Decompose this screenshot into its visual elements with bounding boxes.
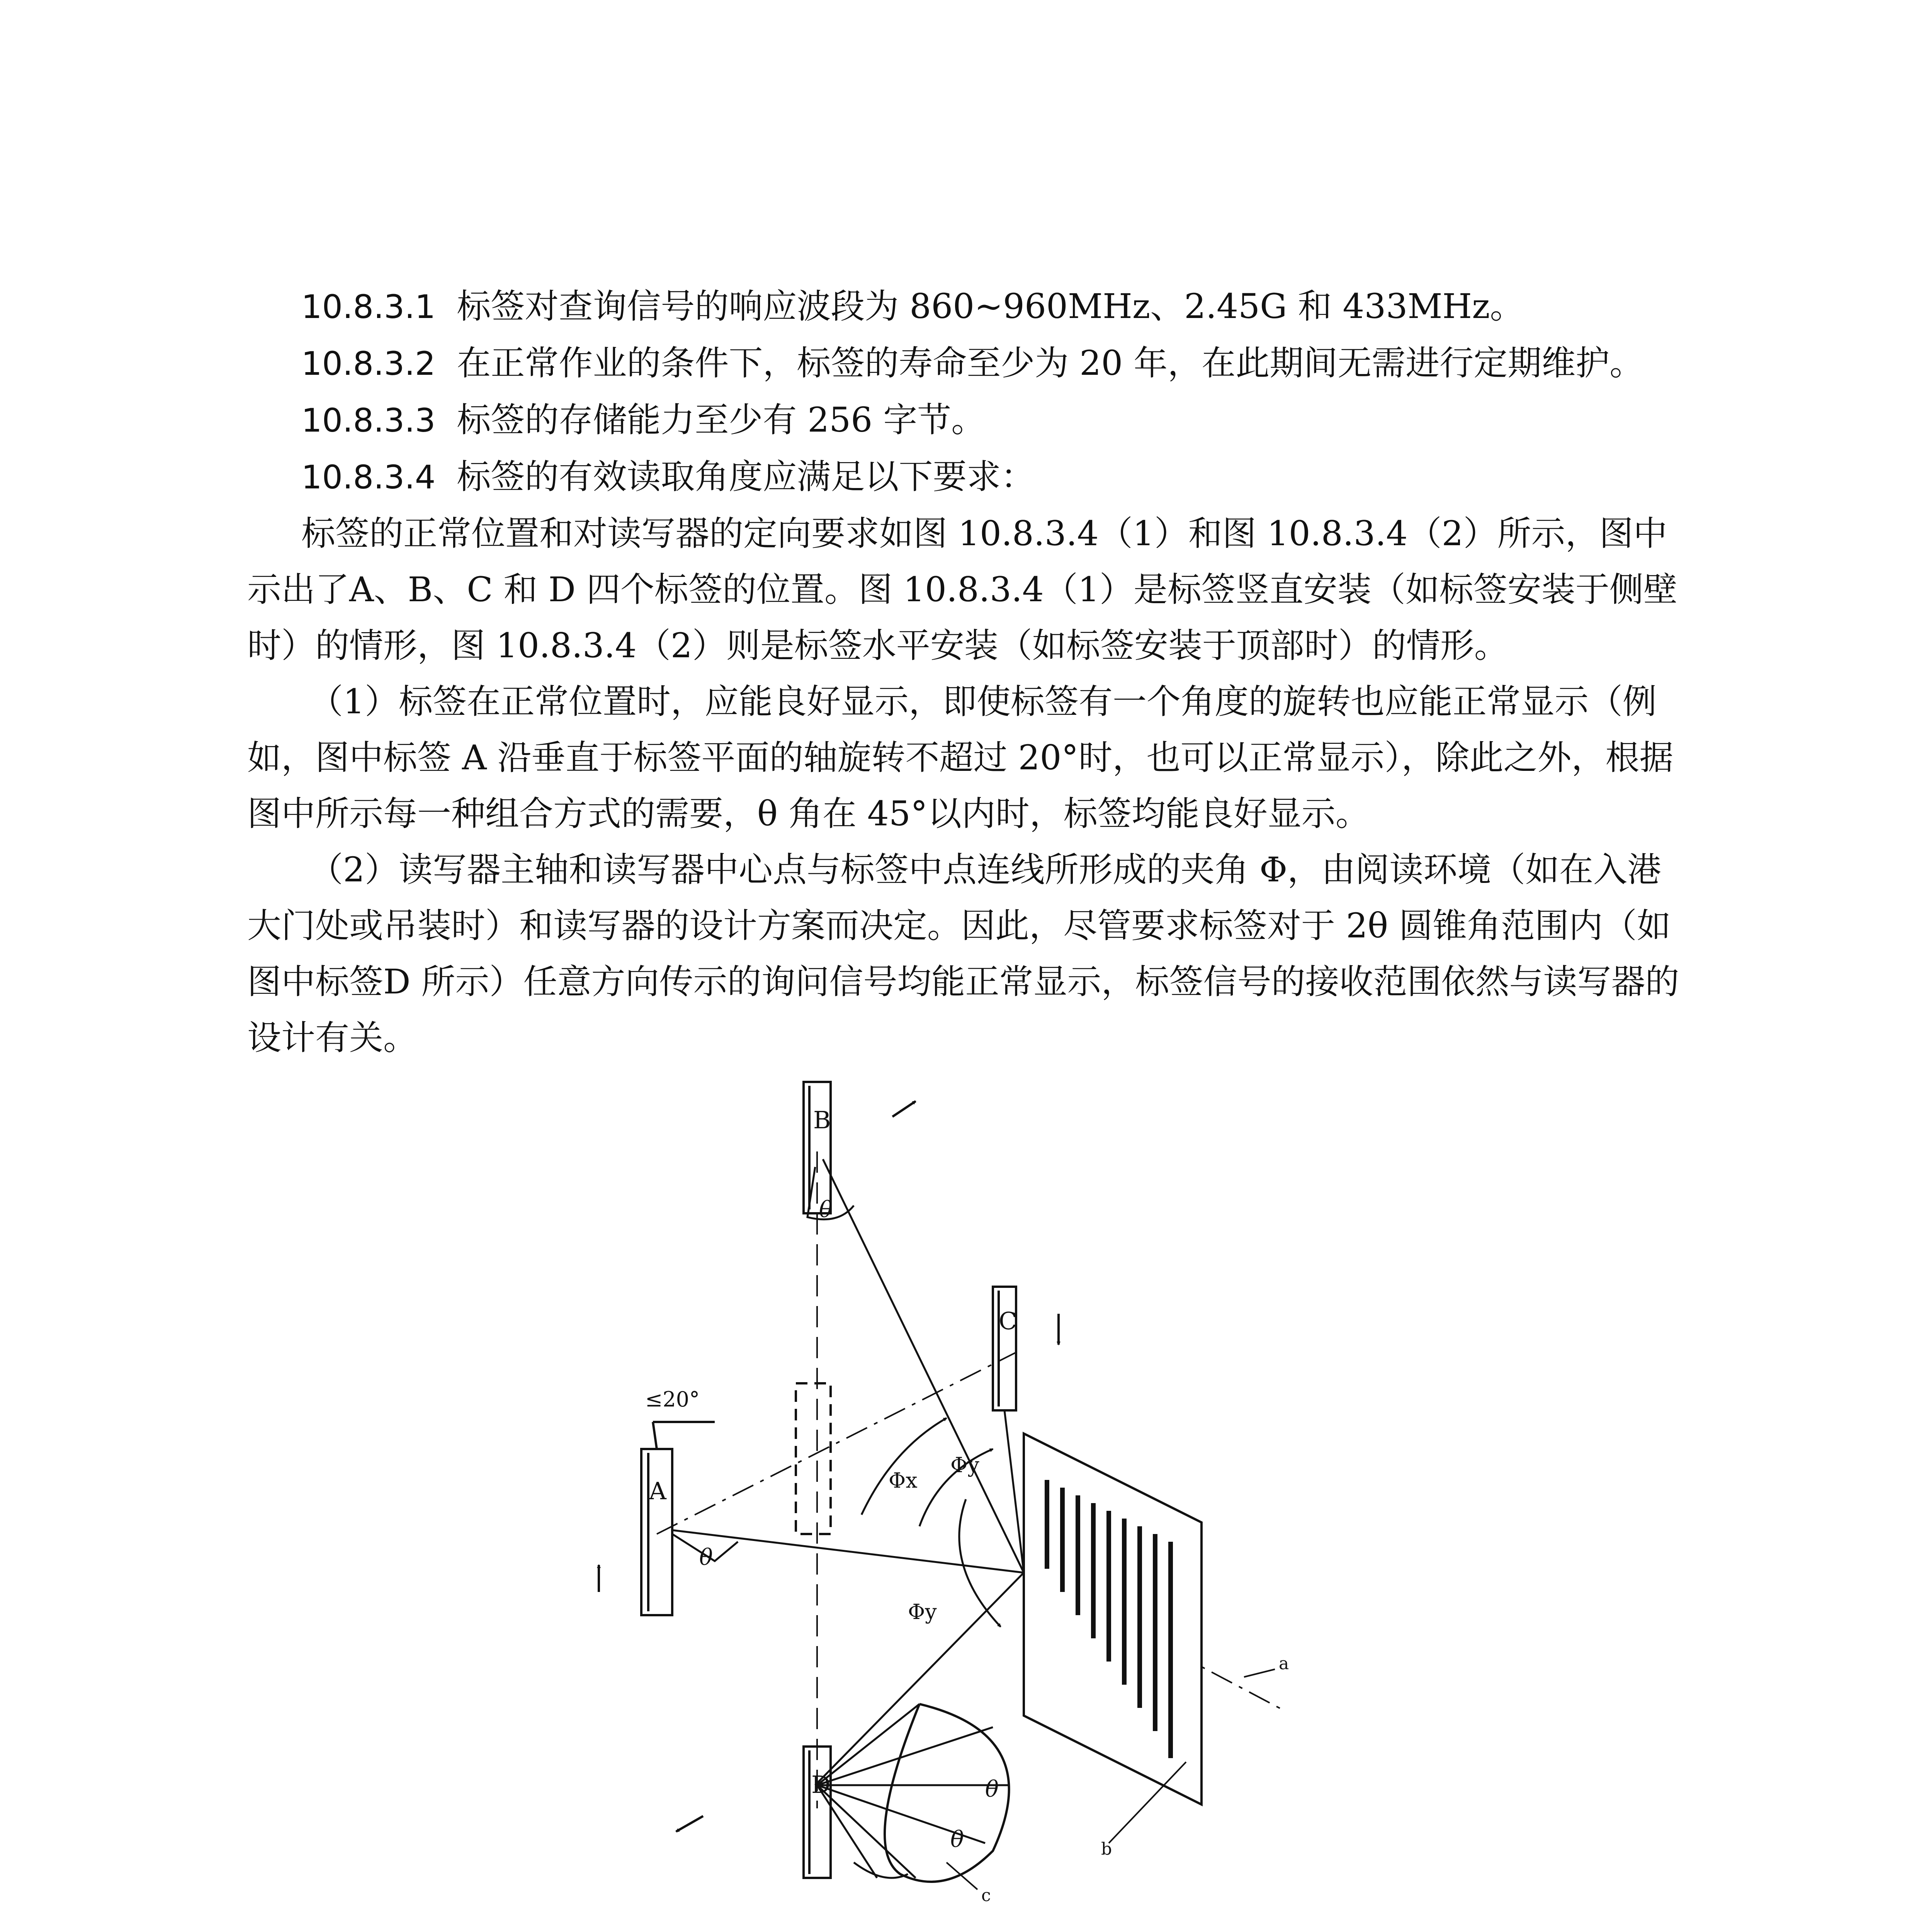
paragraph-item-1: （1）标签在正常位置时，应能良好显示，即使标签有一个角度的旋转也应能正常显示（例如，图中标签 A 沿垂直于标签平面的轴旋转不超过 20°时，也可以正常显示），除此之外，根据图中所示每一种组合方式的需要，θ 角在 45°以内时，标签均能良好显示。 [247,682,1674,833]
clause-number: 10.8.3.3 [301,401,436,439]
clause-10-8-3-4 [301,449,1684,505]
reader-panel [1024,1434,1202,1804]
label-tag-a: A [649,1477,666,1505]
label-theta-a: θ [699,1544,713,1570]
clause-number: 10.8.3.1 [301,288,436,326]
callout-b: b [1101,1839,1112,1859]
clause-10-8-3-1 [301,278,1684,335]
figure-drawing [560,1051,1371,1932]
tag-d [804,1747,831,1878]
ghost-tag [796,1383,831,1534]
tag-a [641,1449,672,1615]
body-text [247,278,1684,1066]
clause-number: 10.8.3.4 [301,458,436,496]
callout-c: c [981,1886,991,1905]
label-tag-c: C [999,1307,1017,1335]
label-tag-d: D [811,1770,831,1799]
label-angle-limit: ≤20° [645,1387,700,1412]
clause-number: 10.8.3.2 [301,345,436,383]
paragraph-item-2: （2）读写器主轴和读写器中心点与标签中点连线所形成的夹角 Φ，由阅读环境（如在入港大门处或吊装时）和读写器的设计方案而决定。因此，尽管要求标签对于 2θ 圆锥角范围内（如图中标签D 所示）任意方向传示的询问信号均能正常显示，标签信号的接收范围依然与读写器的设计有关。 [247,850,1679,1058]
clause-10-8-3-3 [301,392,1684,449]
label-theta-d2: θ [985,1776,999,1802]
tag-orientation-figure [560,1051,1371,1932]
label-phi-y-lower: Φy [908,1600,937,1624]
label-phi-x: Φx [889,1468,918,1493]
paragraph-orientation: 标签的正常位置和对读写器的定向要求如图 10.8.3.4（1）和图 10.8.3.4（2）所示，图中示出了A、B、C 和 D 四个标签的位置。图 10.8.3.4（1）是标签竖直安装（如标签安装于侧壁时）的情形，图 10.8.3.4（2）则是标签水平安装（如标签安装于顶部时）的情形。 [247,514,1677,665]
label-tag-b: B [813,1106,831,1134]
clause-text: 在正常作业的条件下，标签的寿命至少为 20 年，在此期间无需进行定期维护。 [457,343,1644,383]
label-theta-d1: θ [950,1826,964,1852]
label-theta-b: θ [819,1196,833,1223]
clause-text: 标签的存储能力至少有 256 字节。 [457,400,986,440]
clause-text: 标签的有效读取角度应满足以下要求： [457,457,1035,497]
clause-10-8-3-2 [301,335,1684,392]
clause-text: 标签对查询信号的响应波段为 860~960MHz、2.45G 和 433MHz。 [457,286,1524,326]
label-phi-y: Φy [950,1453,979,1477]
tag-c [993,1287,1016,1410]
callout-a: a [1279,1654,1289,1673]
